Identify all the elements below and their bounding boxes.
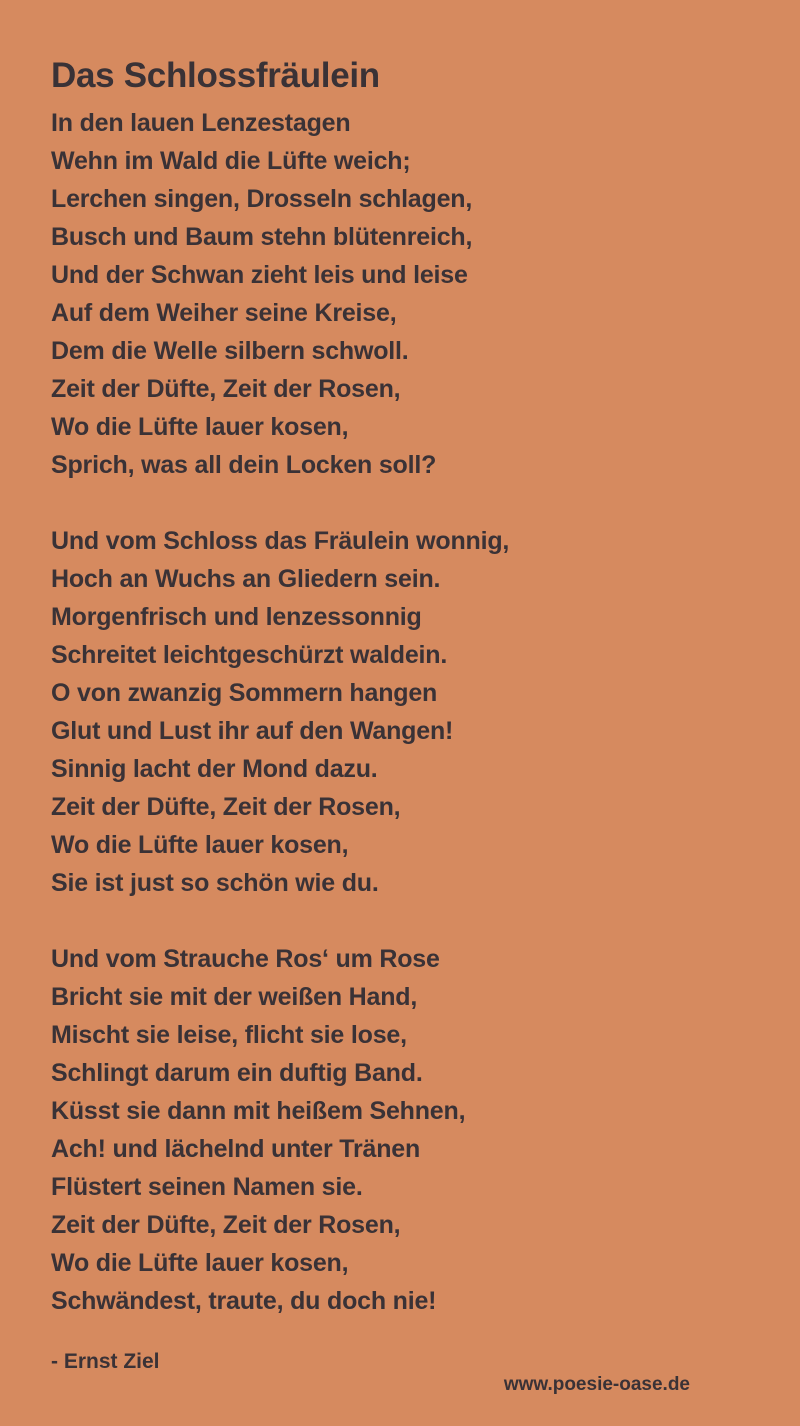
- poem-line: Wo die Lüfte lauer kosen,: [51, 1249, 349, 1277]
- poem: [51, 52, 751, 1320]
- poem-line: Lerchen singen, Drosseln schlagen,: [51, 185, 473, 213]
- poem-line: Sinnig lacht der Mond dazu.: [51, 755, 378, 783]
- website-credit: www.poesie-oase.de: [503, 1374, 690, 1395]
- poem-line: Dem die Welle silbern schwoll.: [51, 337, 409, 365]
- poem-line: Glut und Lust ihr auf den Wangen!: [51, 717, 454, 745]
- poem-line: Und vom Strauche Ros‘ um Rose: [51, 945, 440, 973]
- poem-line: Wehn im Wald die Lüfte weich;: [51, 147, 411, 175]
- poem-line: Ach! und lächelnd unter Tränen: [51, 1135, 421, 1163]
- poem-line: Bricht sie mit der weißen Hand,: [51, 983, 418, 1011]
- stanza-1: [51, 104, 751, 484]
- poem-line: Sprich, was all dein Locken soll?: [51, 451, 437, 479]
- poem-line: Sie ist just so schön wie du.: [51, 869, 379, 897]
- poem-line: Zeit der Düfte, Zeit der Rosen,: [51, 375, 401, 403]
- stanza-3: [51, 940, 751, 1320]
- poem-line: Mischt sie leise, flicht sie lose,: [51, 1021, 407, 1049]
- poem-title: Das Schlossfräulein: [51, 56, 380, 95]
- poem-line: Küsst sie dann mit heißem Sehnen,: [51, 1097, 466, 1125]
- poem-line: Schlingt darum ein duftig Band.: [51, 1059, 423, 1087]
- poem-line: Hoch an Wuchs an Gliedern sein.: [51, 565, 441, 593]
- stanza-2: [51, 522, 751, 902]
- poem-line: Morgenfrisch und lenzessonnig: [51, 603, 422, 631]
- poem-author: - Ernst Ziel: [51, 1350, 160, 1373]
- poem-line: In den lauen Lenzestagen: [51, 109, 351, 137]
- poem-line: Flüstert seinen Namen sie.: [51, 1173, 363, 1201]
- poem-line: Wo die Lüfte lauer kosen,: [51, 831, 349, 859]
- poem-line: Und der Schwan zieht leis und leise: [51, 261, 468, 289]
- poem-line: Zeit der Düfte, Zeit der Rosen,: [51, 1211, 401, 1239]
- poem-line: Wo die Lüfte lauer kosen,: [51, 413, 349, 441]
- poem-line: Zeit der Düfte, Zeit der Rosen,: [51, 793, 401, 821]
- poem-line: O von zwanzig Sommern hangen: [51, 679, 438, 707]
- poem-line: Schwändest, traute, du doch nie!: [51, 1287, 437, 1315]
- poem-line: Schreitet leichtgeschürzt waldein.: [51, 641, 448, 669]
- poem-line: Auf dem Weiher seine Kreise,: [51, 299, 397, 327]
- poem-line: Und vom Schloss das Fräulein wonnig,: [51, 527, 510, 555]
- poem-line: Busch und Baum stehn blütenreich,: [51, 223, 473, 251]
